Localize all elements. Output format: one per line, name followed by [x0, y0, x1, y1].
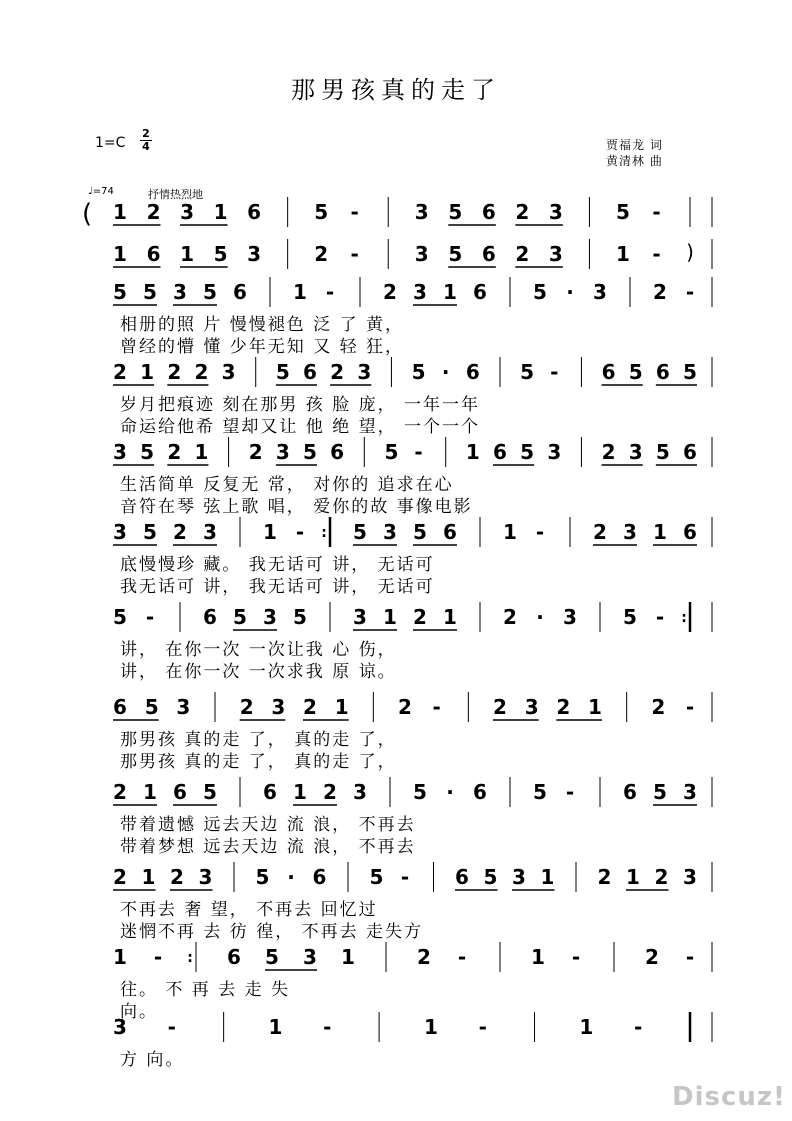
- note: 5: [233, 605, 247, 629]
- note: 1: [263, 520, 277, 544]
- note: 5: [448, 242, 463, 266]
- note: ·: [287, 865, 295, 889]
- note: 5: [413, 780, 427, 804]
- lyricist: 贾福龙 词: [606, 138, 663, 152]
- note: 6: [601, 360, 616, 384]
- note: 1: [588, 695, 602, 719]
- lyric-line: 讲， 在你一次 一次求我 原 谅。: [120, 662, 397, 682]
- lyric-line: 向。: [120, 1002, 158, 1022]
- note: 5: [653, 780, 667, 804]
- note: 1: [194, 440, 209, 464]
- note: 6: [623, 780, 637, 804]
- note: 6: [481, 200, 496, 224]
- note: 2: [167, 360, 182, 384]
- note: 1: [334, 695, 349, 719]
- note: 5: [655, 440, 670, 464]
- note: 1: [293, 280, 307, 304]
- note: ·: [536, 605, 544, 629]
- tempo-marking: ♩=74: [88, 186, 114, 197]
- note: 6: [481, 242, 496, 266]
- note: 2: [645, 945, 659, 969]
- note: 5: [213, 242, 228, 266]
- note: 3: [414, 242, 429, 266]
- note: 1: [626, 865, 640, 889]
- note: 2: [194, 360, 209, 384]
- note: -: [685, 945, 695, 969]
- note: -: [634, 1015, 643, 1039]
- note: 1: [113, 945, 127, 969]
- note: 1: [383, 605, 397, 629]
- note: 5: [353, 520, 367, 544]
- composer: 黄清林 曲: [606, 154, 663, 168]
- note: 2: [597, 865, 612, 889]
- note: -: [565, 780, 575, 804]
- note: 1: [443, 605, 457, 629]
- note: 6: [473, 280, 487, 304]
- note: -: [478, 1015, 487, 1039]
- note: 3: [623, 520, 637, 544]
- note: 5: [203, 280, 217, 304]
- note: 1: [443, 280, 457, 304]
- key-signature: 1=C: [95, 135, 126, 151]
- note: 5: [483, 865, 498, 889]
- note: 1: [143, 780, 157, 804]
- note: 5: [411, 360, 426, 384]
- note: 3: [221, 360, 236, 384]
- note: 2: [248, 440, 263, 464]
- note: 3: [271, 695, 286, 719]
- note: 2: [330, 360, 345, 384]
- note: 3: [113, 440, 127, 464]
- note: 1: [141, 865, 156, 889]
- note: 6: [247, 200, 262, 224]
- note: -: [350, 242, 359, 266]
- note: -: [685, 280, 695, 304]
- note: -: [295, 520, 305, 544]
- note: 2: [493, 695, 507, 719]
- note: 3: [357, 360, 372, 384]
- note: 3: [524, 695, 539, 719]
- note: 5: [293, 605, 307, 629]
- note: 3: [353, 605, 367, 629]
- note: 5: [143, 280, 157, 304]
- note: 2: [113, 865, 127, 889]
- note: 5: [533, 280, 547, 304]
- note: 6: [473, 780, 487, 804]
- note: 1: [615, 242, 630, 266]
- note: 1: [341, 945, 355, 969]
- lyric-line: 那男孩 真的走 了， 真的走 了，: [120, 752, 397, 772]
- note: 2: [303, 695, 317, 719]
- lyric-line: 我无话可 讲， 我无话可 讲， 无话可: [120, 577, 435, 597]
- note: 6: [203, 605, 217, 629]
- note: -: [414, 440, 423, 464]
- note: 3: [683, 780, 697, 804]
- note: 6: [173, 780, 187, 804]
- note: 5: [520, 440, 535, 464]
- note: 5: [113, 605, 127, 629]
- note: 2: [417, 945, 431, 969]
- note: 6: [655, 360, 670, 384]
- expression-marking: 抒情热烈地: [148, 188, 203, 201]
- note: 3: [173, 280, 187, 304]
- note: 2: [593, 520, 607, 544]
- note: 2: [170, 865, 184, 889]
- lyric-line: 生活简单 反复无 常， 对你的 追求在心: [120, 475, 454, 495]
- note: 2: [314, 242, 329, 266]
- note: 6: [113, 695, 127, 719]
- note: 2: [515, 242, 530, 266]
- note: 5: [143, 520, 157, 544]
- note: 3: [247, 242, 262, 266]
- note: -: [655, 605, 665, 629]
- note: 5: [384, 440, 399, 464]
- note: 3: [593, 280, 607, 304]
- note: 2: [556, 695, 571, 719]
- note: -: [432, 695, 441, 719]
- note: 6: [455, 865, 469, 889]
- note: 5: [203, 780, 217, 804]
- note: 1: [653, 520, 667, 544]
- lyric-line: 往。 不 再 去 走 失: [120, 980, 291, 1000]
- note: 5: [623, 605, 637, 629]
- note: 5: [533, 780, 547, 804]
- note: 6: [683, 520, 697, 544]
- repeat-dots: :: [321, 525, 327, 541]
- lyric-line: 岁月把痕迹 刻在那男 孩 脸 庞， 一年一年: [120, 395, 481, 415]
- note: 2: [167, 440, 182, 464]
- note: 3: [683, 865, 697, 889]
- lyric-line: 迷惘不再 去 彷 徨， 不再去 走失方: [120, 922, 424, 942]
- meter-top: 2: [142, 127, 150, 140]
- note: 1: [113, 200, 127, 224]
- note: 3: [353, 780, 367, 804]
- note: -: [685, 695, 695, 719]
- note: 6: [465, 360, 480, 384]
- note: -: [652, 242, 661, 266]
- bracket-close: ): [686, 240, 694, 264]
- note: 2: [654, 865, 669, 889]
- lyric-line: 那男孩 真的走 了， 真的走 了，: [120, 730, 397, 750]
- note: 2: [515, 200, 530, 224]
- repeat-dots: :: [681, 610, 687, 626]
- repeat-dots: :: [187, 950, 193, 966]
- lyric-line: 底慢慢珍 藏。 我无话可 讲， 无话可: [120, 555, 435, 575]
- note: 5: [369, 865, 384, 889]
- note: 1: [579, 1015, 594, 1039]
- note: 6: [683, 440, 697, 464]
- note: 3: [547, 440, 562, 464]
- note: 3: [548, 242, 563, 266]
- note: -: [325, 280, 335, 304]
- lyric-line: 不再去 奢 望， 不再去 回忆过: [120, 900, 378, 920]
- note: 5: [520, 360, 535, 384]
- note: 2: [503, 605, 517, 629]
- lyric-line: 曾经的懵 懂 少年无知 又 轻 狂，: [120, 337, 405, 357]
- meter-bottom: 4: [140, 140, 152, 153]
- note: -: [457, 945, 467, 969]
- note: 6: [146, 242, 161, 266]
- note: 2: [413, 605, 427, 629]
- note: 2: [146, 200, 161, 224]
- note: 1: [180, 242, 195, 266]
- note: 3: [113, 1015, 127, 1039]
- note: 3: [176, 695, 191, 719]
- note: 5: [314, 200, 329, 224]
- note: 5: [413, 520, 427, 544]
- note: 5: [628, 360, 643, 384]
- note: 5: [265, 945, 279, 969]
- note: ·: [446, 780, 454, 804]
- note: 2: [113, 780, 127, 804]
- note: 6: [330, 440, 345, 464]
- note: -: [400, 865, 410, 889]
- note: 1: [531, 945, 545, 969]
- note: 2: [239, 695, 254, 719]
- note: 2: [651, 695, 666, 719]
- note: 3: [383, 520, 397, 544]
- note: -: [535, 520, 545, 544]
- note: 3: [113, 520, 127, 544]
- note: 2: [398, 695, 412, 719]
- note: 6: [312, 865, 327, 889]
- note: 3: [263, 605, 277, 629]
- note: 3: [303, 945, 317, 969]
- note: -: [571, 945, 581, 969]
- note: 2: [323, 780, 337, 804]
- lyric-line: 讲， 在你一次 一次让我 心 伤，: [120, 640, 397, 660]
- note: 3: [198, 865, 213, 889]
- note: 3: [180, 200, 195, 224]
- note: 6: [227, 945, 241, 969]
- note: 5: [144, 695, 159, 719]
- note: 6: [263, 780, 277, 804]
- note: 2: [601, 440, 616, 464]
- note: 1: [268, 1015, 283, 1039]
- watermark-logo: Discuz!: [672, 1082, 786, 1112]
- note: 3: [275, 440, 290, 464]
- note: 1: [540, 865, 555, 889]
- note: 5: [448, 200, 463, 224]
- lyric-line: 带着遗憾 远去天边 流 浪， 不再去: [120, 815, 416, 835]
- note: 3: [512, 865, 526, 889]
- note: 2: [653, 280, 667, 304]
- note: 5: [140, 440, 155, 464]
- bracket-open: (: [82, 199, 93, 229]
- lyric-line: 相册的照 片 慢慢褪色 泛 了 黄，: [120, 315, 405, 335]
- note: 6: [443, 520, 457, 544]
- note: 5: [303, 440, 317, 464]
- note: -: [350, 200, 359, 224]
- note: -: [550, 360, 559, 384]
- note: -: [323, 1015, 332, 1039]
- note: -: [153, 945, 163, 969]
- lyric-line: 音符在琴 弦上歌 唱， 爱你的故 事像电影: [120, 497, 473, 517]
- note: -: [167, 1015, 176, 1039]
- note: 3: [628, 440, 643, 464]
- note: 2: [383, 280, 397, 304]
- note: 3: [414, 200, 429, 224]
- note: 1: [113, 242, 127, 266]
- note: ·: [566, 280, 574, 304]
- note: -: [652, 200, 661, 224]
- note: 3: [563, 605, 577, 629]
- lyric-line: 方 向。: [120, 1050, 185, 1070]
- note: 1: [213, 200, 228, 224]
- note: 5: [683, 360, 697, 384]
- note: 6: [493, 440, 507, 464]
- note: 1: [503, 520, 517, 544]
- note: 5: [113, 280, 127, 304]
- note: 5: [275, 360, 290, 384]
- note: 3: [413, 280, 427, 304]
- note: 1: [293, 780, 307, 804]
- note: ·: [441, 360, 450, 384]
- note: 6: [303, 360, 317, 384]
- note: 3: [548, 200, 563, 224]
- lyric-line: 带着梦想 远去天边 流 浪， 不再去: [120, 837, 416, 857]
- song-title: 那男孩真的走了: [291, 76, 501, 104]
- note: 1: [465, 440, 480, 464]
- note: -: [145, 605, 155, 629]
- note: 2: [173, 520, 187, 544]
- lyric-line: 命运给他希 望却又让 他 绝 望， 一个一个: [120, 417, 481, 437]
- note: 1: [140, 360, 155, 384]
- note: 1: [423, 1015, 438, 1039]
- note: 3: [203, 520, 217, 544]
- note: 2: [113, 360, 127, 384]
- note: 6: [233, 280, 247, 304]
- note: 5: [615, 200, 630, 224]
- note: 5: [255, 865, 270, 889]
